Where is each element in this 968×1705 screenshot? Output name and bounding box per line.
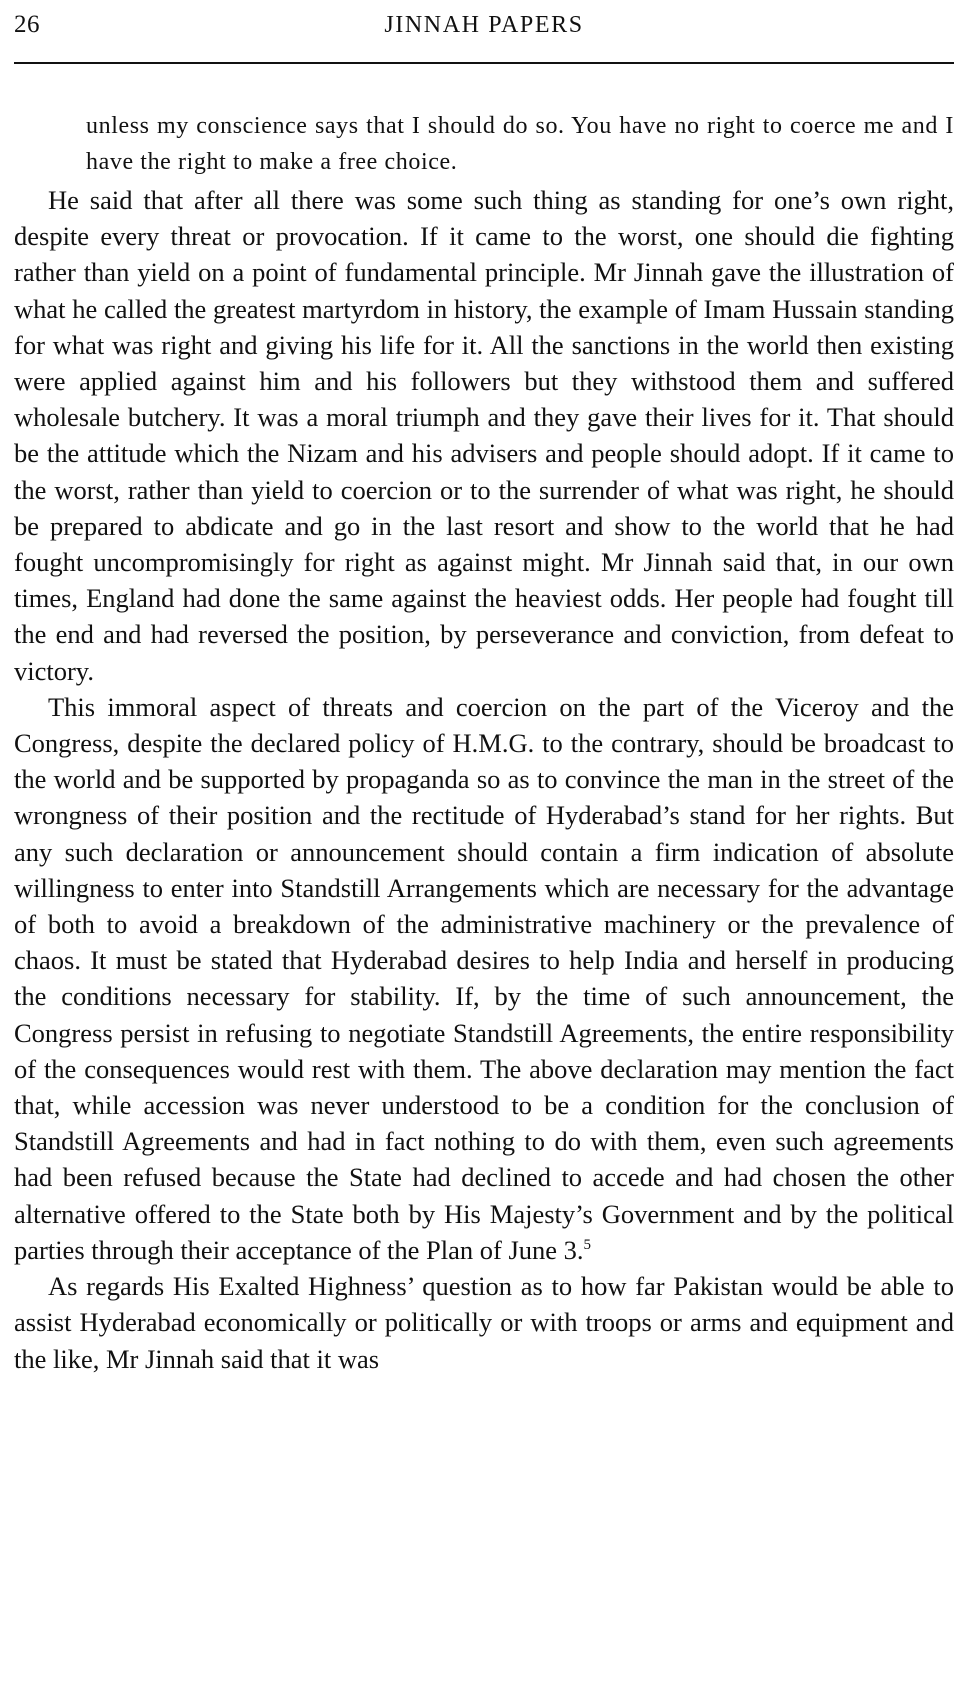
paragraph-2-text: This immoral aspect of threats and coercion on the part of the Viceroy and the Congress, despite the declared policy of H.M.G. to the contrary, should be broadcast to the world and be supported by propaganda so as to convince the man in the street of the wrongness of their position and the rectitude of Hyderabad’s stand for her rights. But any such declaration or announcement should contain a firm indication of absolute willingness to enter into Standstill Arrangements which are necessary for the advantage of both to avoid a breakdown of the administrative machinery or the prevalence of chaos. It must be stated that Hyderabad desires to help India and herself in producing the conditions necessary for stability. If, by the time of such announcement, the Congress persist in refusing to negotiate Standstill Agreements, the entire responsibility of the consequences would rest with them. The above declaration may mention the fact that, while accession was never understood to be a condition for the conclusion of Standstill Agreements and had in fact nothing to do with them, even such agreements had been refused because the State had declined to accede and had chosen the other alternative offered to the State both by His Majesty’s Government and by the political parties through their acceptance of the Plan of June 3.	[14, 691, 954, 1265]
header-rule	[14, 62, 954, 64]
paragraph-3: As regards His Exalted Highness’ question as to how far Pakistan would be able to assist Hyderabad economically or politically or with troops or arms and equipment and the like, Mr Jinnah said that it was	[14, 1271, 954, 1374]
footnote-reference[interactable]: 5	[583, 1237, 592, 1254]
running-title: JINNAH PAPERS	[384, 12, 584, 38]
page-number: 26	[14, 11, 40, 38]
quoted-passage: unless my conscience says that I should do so. You have no right to coerce me and I have the right to make a free choice.	[86, 113, 954, 175]
page-header	[14, 8, 954, 42]
paragraph-2	[14, 689, 954, 1268]
body-text	[14, 108, 954, 1377]
paragraph-1: He said that after all there was some such thing as standing for one’s own right, despite every threat or provocation. If it came to the worst, one should die fighting rather than yield on a point of fundamental principle. Mr Jinnah gave the illustration of what he called the greatest martyrdom in history, the example of Imam Hussain standing for what was right and giving his life for it. All the sanctions in the world then existing were applied against him and his followers but they withstood them and suffered wholesale butchery. It was a moral triumph and they gave their lives for it. That should be the attitude which the Nizam and his advisers and people should adopt. If it came to the worst, rather than yield to coercion or to the surrender of what was right, he should be prepared to abdicate and go in the last resort and show to the world that he had fought uncompromisingly for right as against might. Mr Jinnah said that, in our own times, England had done the same against the heaviest odds. Her people had fought till the end and had reversed the position, by perseverance and conviction, from defeat to victory.	[14, 185, 954, 686]
